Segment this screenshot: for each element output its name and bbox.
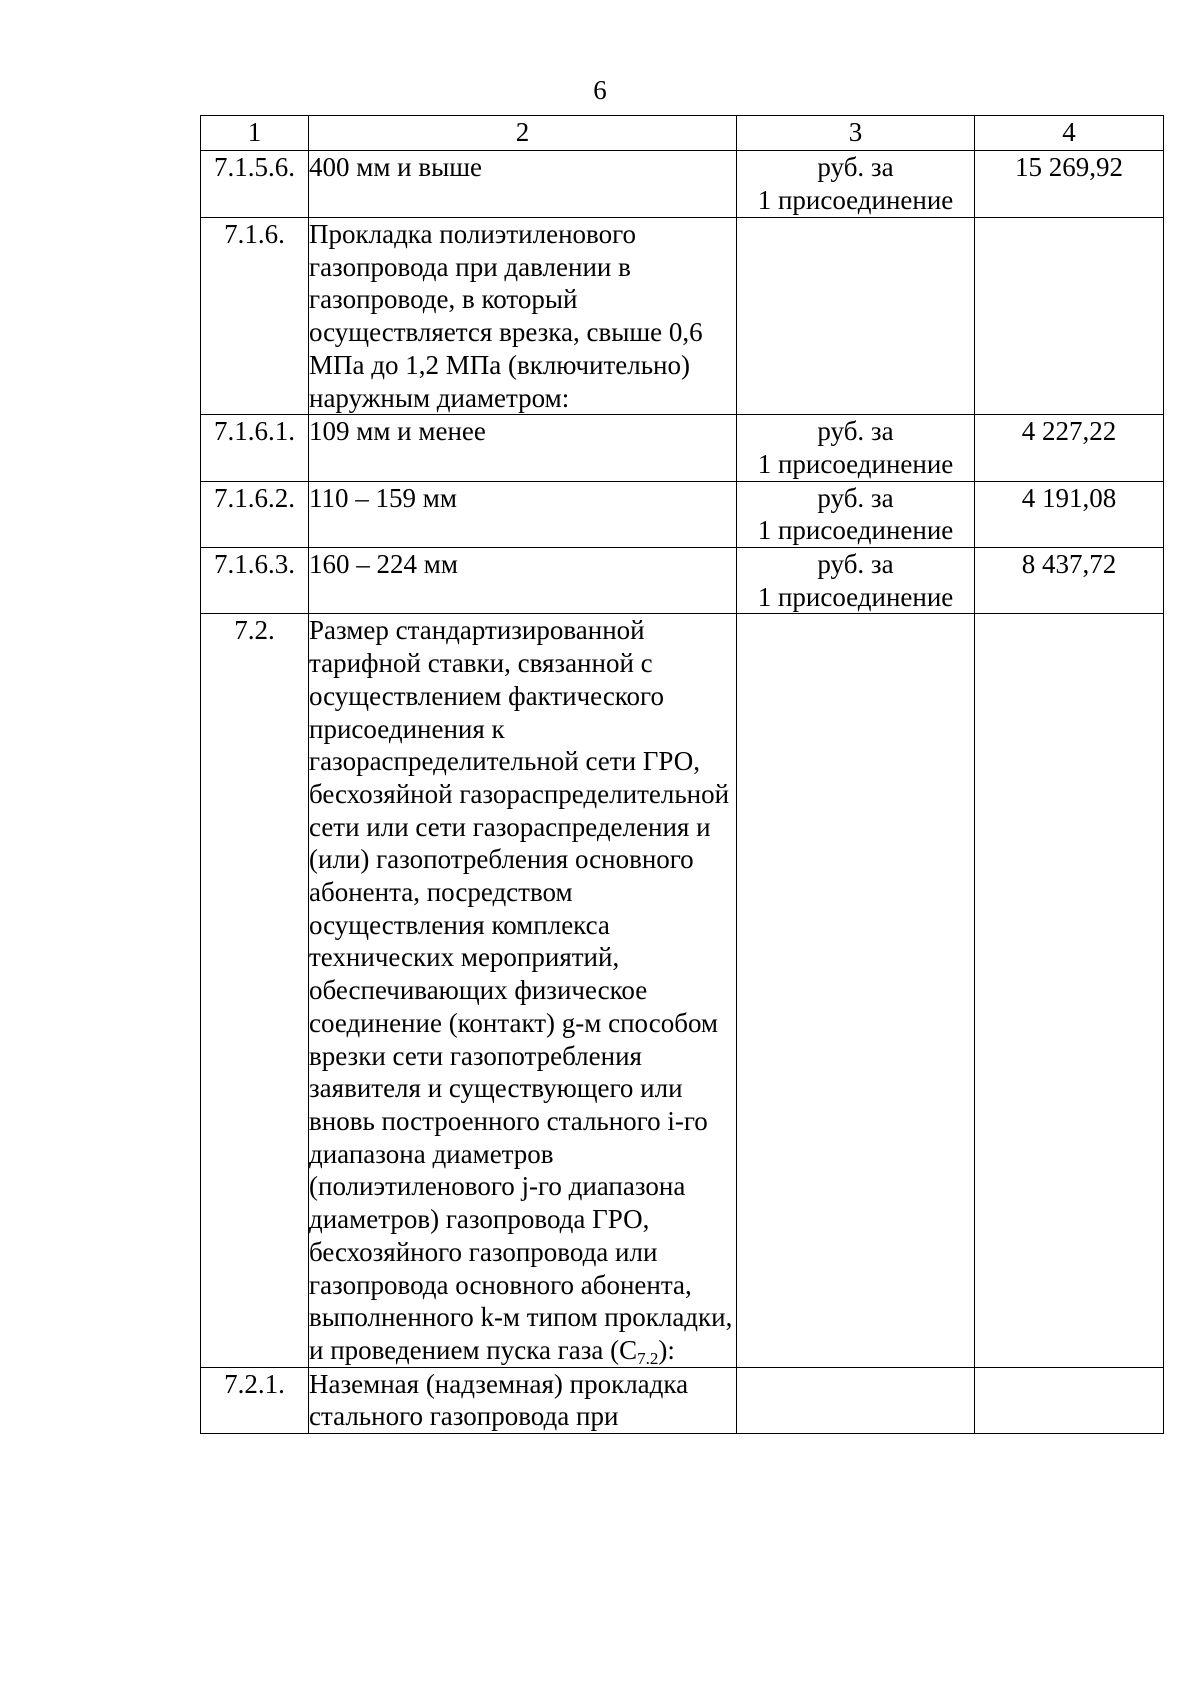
row-unit [737,614,975,1367]
header-row [201,116,1164,151]
row-code: 7.1.6.1. [201,415,309,481]
row-unit [737,548,975,614]
row-value: 15 269,92 [975,151,1164,218]
row-description: 400 мм и выше [309,151,737,218]
row-code: 7.1.5.6. [201,151,309,218]
row-unit [737,1367,975,1433]
row-value [975,1367,1164,1433]
row-description: 109 мм и менее [309,415,737,481]
row-code: 7.1.6.3. [201,548,309,614]
row-unit [737,218,975,415]
table-row [201,548,1164,614]
row-code: 7.2. [201,614,309,1367]
unit-line-1: руб. за [817,416,894,447]
row-value: 4 227,22 [975,415,1164,481]
row-value [975,218,1164,415]
table-row [201,481,1164,547]
description-subscript: 7.2 [637,1348,659,1368]
table-row [201,415,1164,481]
tariff-table [200,115,1164,1434]
row-code: 7.1.6. [201,218,309,415]
row-description: 160 – 224 мм [309,548,737,614]
unit-line-2: 1 присоединение [757,515,954,546]
row-unit [737,151,975,218]
page-number: 6 [593,75,607,105]
row-unit [737,481,975,547]
header-cell-1: 1 [201,116,309,151]
unit-line-2: 1 присоединение [757,448,954,479]
description-text: Размер стандартизированной тарифной ставки, связанной с осуществлением фактического присоединения к газораспределительной сети ГРО, бесхозяйной газораспределительной сети или сети газораспределения и (или) газопотребления основного абонента, посредством осуществления комплекса технических мероприятий, обеспечивающих физическое соединение (контакт) g-м способом врезки сети газопотребления заявителя и существующего или вновь построенного стального i-го диапазона диаметров (полиэтиленового j-го диапазона диаметров) газопровода ГРО, бесхозяйного газопровода или газопровода основного абонента, выполненного k-м типом прокладки, и проведением пуска газа (С [309,615,733,1365]
row-value: 8 437,72 [975,548,1164,614]
table-row [201,218,1164,415]
header-cell-2: 2 [309,116,737,151]
row-value [975,614,1164,1367]
description-tail: ): [658,1334,675,1365]
row-description: Наземная (надземная) прокладка стального газопровода при [309,1367,737,1433]
table-row [201,151,1164,218]
unit-line-1: руб. за [817,549,894,580]
row-description: Прокладка полиэтиленового газопровода при давлении в газопроводе, в который осуществляется врезка, свыше 0,6 МПа до 1,2 МПа (включительно) наружным диаметром: [309,218,737,415]
table-row [201,1367,1164,1433]
unit-line-2: 1 присоединение [757,581,954,612]
row-code: 7.2.1. [201,1367,309,1433]
row-description [309,614,737,1367]
row-unit [737,415,975,481]
unit-line-1: руб. за [817,152,894,182]
row-description: 110 – 159 мм [309,481,737,547]
unit-line-2: 1 присоединение [757,184,954,215]
table-row [201,614,1164,1367]
unit-line-1: руб. за [817,482,894,513]
row-value: 4 191,08 [975,481,1164,547]
row-code: 7.1.6.2. [201,481,309,547]
header-cell-4: 4 [975,116,1164,151]
header-cell-3: 3 [737,116,975,151]
